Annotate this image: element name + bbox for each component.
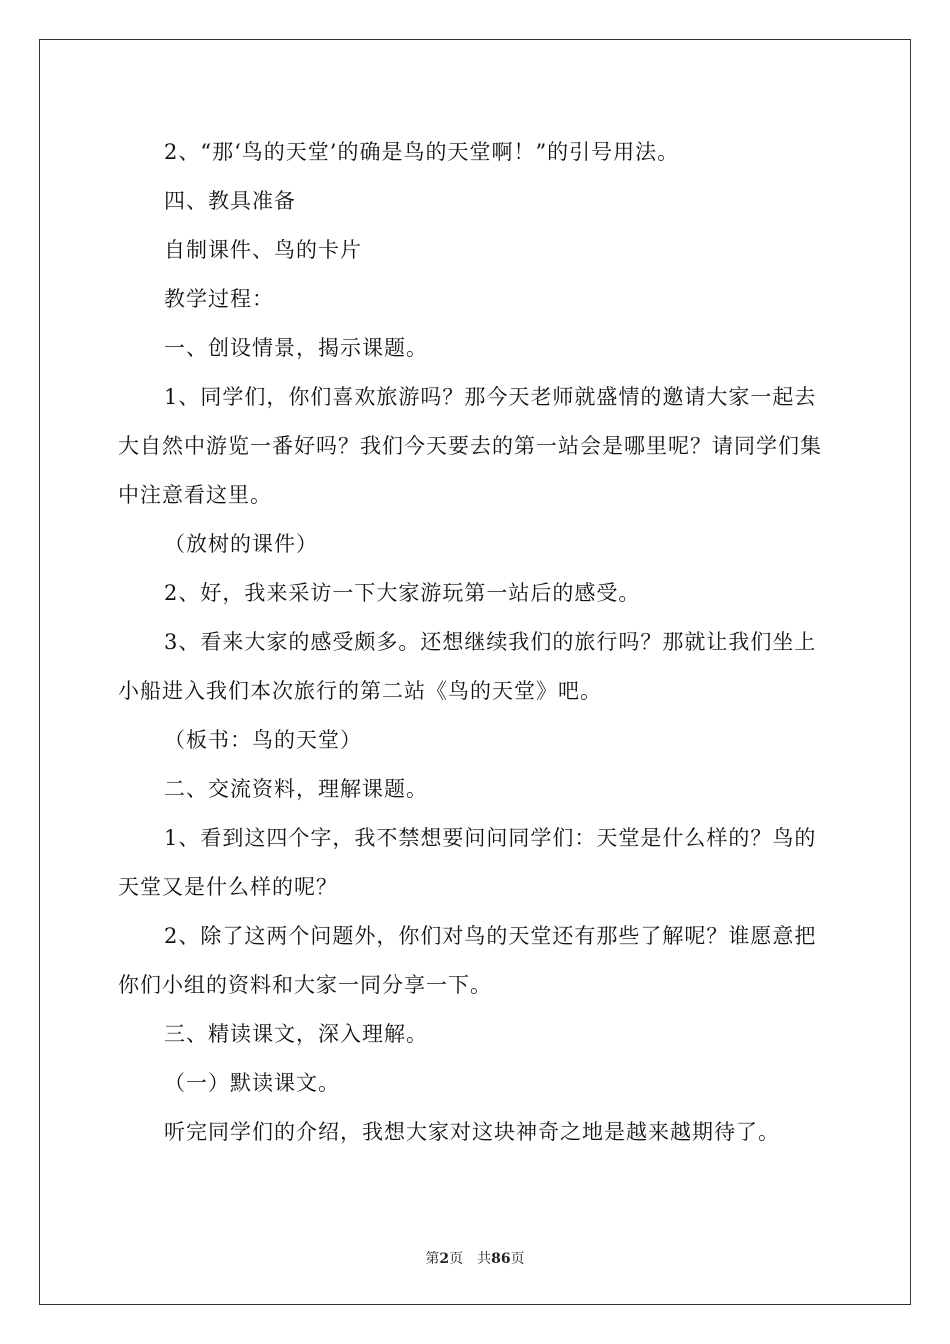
paragraph: 教学过程：	[164, 287, 274, 311]
footer-mid: 页 共	[449, 1251, 492, 1267]
footer-suffix: 页	[510, 1251, 525, 1267]
paragraph: 自制课件、鸟的卡片	[164, 238, 362, 262]
current-page-number: 2	[439, 1251, 450, 1267]
paragraph: 听完同学们的介绍，我想大家对这块神奇之地是越来越期待了。	[164, 1120, 780, 1144]
paragraph: 一、创设情景，揭示课题。	[164, 336, 428, 360]
paragraph: （放树的课件）	[164, 532, 318, 556]
paragraph: 3、看来大家的感受颇多。还想继续我们的旅行吗？那就让我们坐上小船进入我们本次旅行的第二站《鸟的天堂》吧。	[118, 630, 817, 703]
paragraph: （一）默读课文。	[164, 1071, 340, 1095]
paragraph: 二、交流资料，理解课题。	[164, 777, 428, 801]
paragraph: （板书：鸟的天堂）	[164, 728, 362, 752]
paragraph: 1、同学们，你们喜欢旅游吗？那今天老师就盛情的邀请大家一起去大自然中游览一番好吗？我们今天要去的第一站会是哪里呢？请同学们集中注意看这里。	[118, 385, 822, 507]
paragraph: 四、教具准备	[164, 189, 296, 213]
total-page-count: 86	[491, 1251, 511, 1267]
paragraph: 2、好，我来采访一下大家游玩第一站后的感受。	[164, 581, 641, 605]
paragraph: 1、看到这四个字，我不禁想要问问同学们：天堂是什么样的？鸟的天堂又是什么样的呢？	[118, 826, 817, 899]
document-body	[118, 128, 834, 1157]
paragraph: 2、“那‘鸟的天堂’的确是鸟的天堂啊！”的引号用法。	[164, 140, 680, 164]
footer-prefix: 第	[425, 1251, 440, 1267]
paragraph: 2、除了这两个问题外，你们对鸟的天堂还有那些了解呢？谁愿意把你们小组的资料和大家一同分享一下。	[118, 924, 817, 997]
paragraph: 三、精读课文，深入理解。	[164, 1022, 428, 1046]
page-footer	[0, 1248, 950, 1268]
